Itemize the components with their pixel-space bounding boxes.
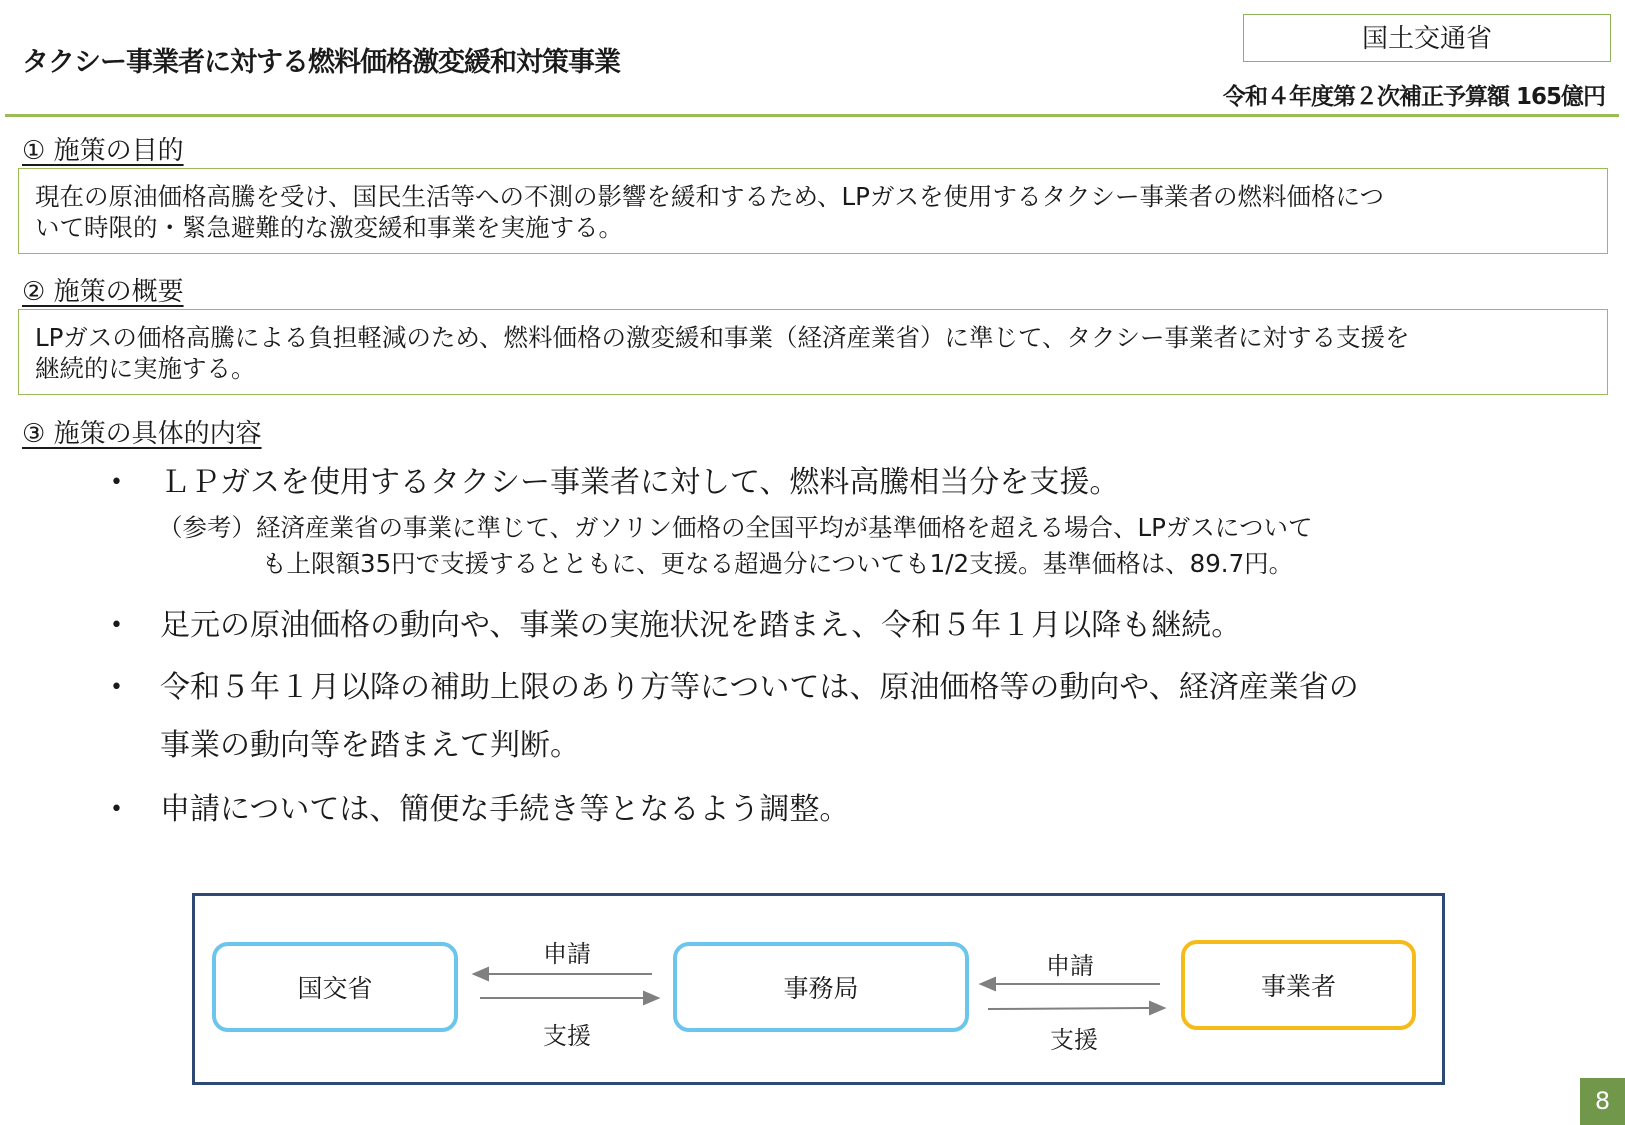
node-label: 事業者 bbox=[1260, 972, 1336, 1001]
arrow-head-right-icon bbox=[644, 992, 658, 1004]
arrow-head-left-icon bbox=[474, 968, 488, 980]
apply-label: 申請 bbox=[1046, 952, 1094, 980]
page-title: タクシー事業者に対する燃料価格激変緩和対策事業 bbox=[22, 47, 620, 78]
budget-amount: 令和４年度第２次補正予算額 165億円 bbox=[1222, 84, 1605, 110]
support-label: 支援 bbox=[543, 1022, 591, 1050]
bullet-dot: • bbox=[110, 613, 123, 638]
section-heading-purpose: ① 施策の目的 bbox=[22, 136, 184, 166]
apply-label: 申請 bbox=[543, 940, 591, 968]
bullet-text: 令和５年１月以降の補助上限のあり方等については、原油価格等の動向や、経済産業省の bbox=[160, 670, 1359, 705]
bullet-text: 申請については、簡便な手続き等となるよう調整。 bbox=[160, 792, 850, 827]
page-number-badge: 8 bbox=[1580, 1078, 1625, 1125]
bullet-dot: • bbox=[110, 675, 123, 700]
bullet-dot: • bbox=[110, 797, 123, 822]
reference-line-1: （参考）経済産業省の事業に準じて、ガソリン価格の全国平均が基準価格を超える場合、LPガスについて bbox=[158, 513, 1313, 542]
bullet-text: 足元の原油価格の動向や、事業の実施状況を踏まえ、令和５年１月以降も継続。 bbox=[160, 608, 1242, 643]
support-label: 支援 bbox=[1050, 1026, 1098, 1054]
purpose-text-line: 現在の原油価格高騰を受け、国民生活等への不測の影響を緩和するため、LPガスを使用するタクシー事業者の燃料価格につ bbox=[35, 182, 1384, 211]
support-arrow-right bbox=[988, 1008, 1153, 1009]
bullet-dot: • bbox=[110, 470, 123, 495]
bullet-text: ＬＰガスを使用するタクシー事業者に対して、燃料高騰相当分を支援。 bbox=[160, 465, 1120, 500]
purpose-text-line: いて時限的・緊急避難的な激変緩和事業を実施する。 bbox=[35, 213, 623, 242]
overview-text-line: 継続的に実施する。 bbox=[35, 354, 256, 383]
arrow-head-left-icon bbox=[981, 978, 995, 990]
overview-text-line: LPガスの価格高騰による負担軽減のため、燃料価格の激変緩和事業（経済産業省）に準じて、タクシー事業者に対する支援を bbox=[35, 323, 1410, 352]
node-label: 事務局 bbox=[783, 974, 859, 1003]
section-heading-overview: ② 施策の概要 bbox=[22, 277, 184, 307]
arrow-head-right-icon bbox=[1150, 1002, 1164, 1014]
node-label: 国交省 bbox=[297, 974, 373, 1003]
section-heading-details: ③ 施策の具体的内容 bbox=[22, 419, 262, 449]
reference-line-2: も上限額35円で支援するとともに、更なる超過分についても1/2支援。基準価格は、89.7円。 bbox=[262, 549, 1294, 578]
ministry-label: 国土交通省 bbox=[1243, 14, 1611, 62]
bullet-text: 事業の動向等を踏まえて判断。 bbox=[160, 728, 580, 763]
